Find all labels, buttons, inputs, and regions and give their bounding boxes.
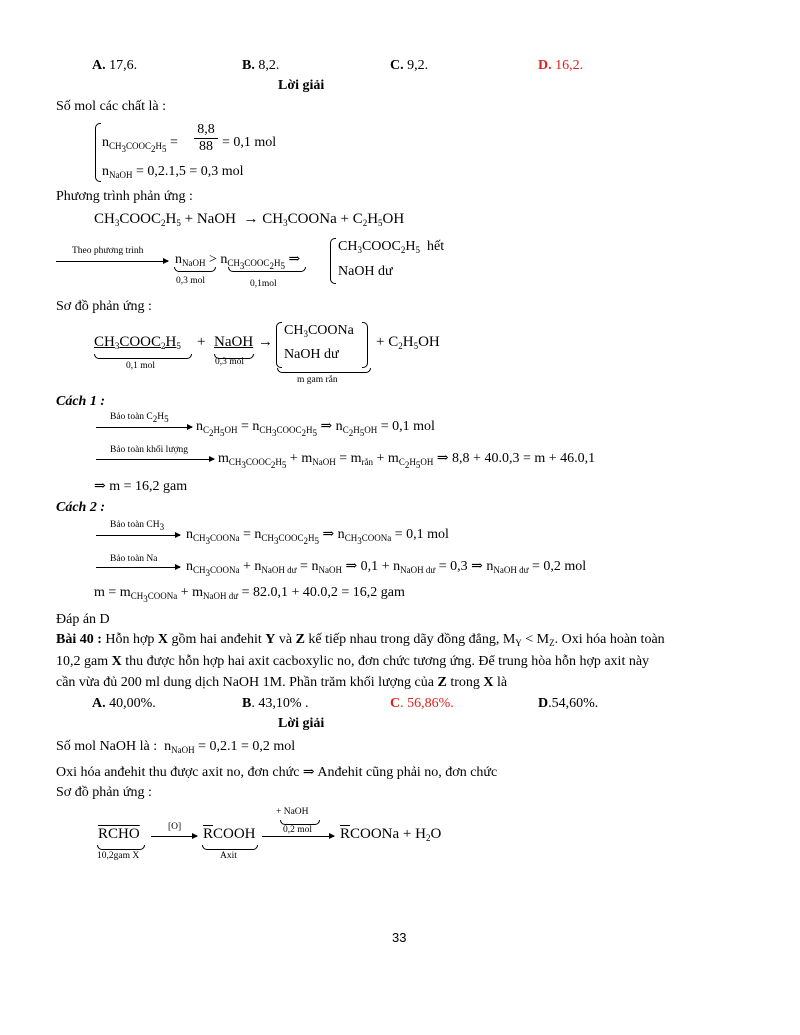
q2-option-b: B. 43,10% . (242, 696, 309, 711)
ub-rcooh (202, 845, 258, 850)
cmp-ester-sub: 0,1mol (250, 279, 277, 289)
option-a: A. 17,6. (92, 58, 138, 73)
oxi-line: Oxi hóa anđehit thu được axit no, đơn chức ⇒ Anđehit cũng phải no, đơn chức (56, 765, 498, 780)
ub-sodo-prod (277, 368, 371, 373)
c1-result: ⇒ m = 16,2 gam (94, 479, 188, 494)
sodo-brace-r (362, 322, 368, 368)
reaction-eq: $CH_3COOC_2H_5$ + NaOH → $CH_3COONa + C_2H_5OH$ (94, 211, 405, 228)
sodo-naoh-sub: 0,3 mol (215, 357, 245, 367)
cmp-expr: $n_{NaOH} > n_{CH_3COOC_2H_5}$ ⇒ (175, 252, 301, 271)
option-d: D. 16,2. (538, 58, 584, 73)
sodo2-heading: Sơ đồ phản ứng : (56, 785, 152, 800)
answer-line: Đáp án D (56, 612, 110, 627)
sodo-c2h5oh: + $C_2H_5OH$ (376, 334, 440, 351)
s2-rcho-sub: 10,2gam X (97, 851, 140, 861)
s2-naoh-top: + NaOH (276, 807, 309, 817)
option-b: B. 8,2. (242, 58, 280, 73)
cmp-naoh-sub: 0,3 mol (176, 276, 206, 286)
c2-line1: $n_{CH_3COONa} = n_{CH_3COOC_2H_5}$ ⇒ $n_{CH_3COONa} = 0,1$ mol (186, 527, 449, 546)
arrow-bt-c2h5 (96, 427, 192, 428)
theo-label: Theo phương trình (72, 246, 144, 256)
sodo-prod1: $CH_3COONa$ (284, 323, 354, 339)
sodo-ester-sub: 0,1 mol (126, 361, 156, 371)
ub-naoh (174, 267, 216, 272)
c2-line2: $n_{CH_3COONa} + n_{NaOH dư} = n_{NaOH}$ ⇒ $0,1 + n_{NaOH dư} = 0,3$ ⇒ $n_{NaOH dư} = 0,2$ mol (186, 559, 587, 578)
bt-c2h5-label: Bảo toàn $C_2H_5$ (110, 412, 169, 424)
q2-option-d: D.54,60%. (538, 696, 599, 711)
arrow-naoh (262, 836, 334, 837)
sodo-prod-sub: m gam rắn (297, 375, 338, 385)
q2-option-a: A. 40,00%. (92, 696, 156, 711)
frac-den: 88 (199, 139, 213, 154)
sodo-brace-l (276, 322, 282, 368)
ester-result: = 0,1 mol (222, 135, 277, 150)
cach2-heading: Cách 2 : (56, 500, 105, 515)
result-1: $CH_3COOC_2H_5$ hết (338, 239, 445, 255)
c1-line2: $m_{CH_3COOC_2H_5} + m_{NaOH} = m_{rắn} + m_{C_2H_5OH}$ ⇒ 8,8 + 40.0,3 = m + 46.0,1 (218, 451, 596, 470)
pt-heading: Phương trình phản ứng : (56, 189, 193, 204)
result-2: NaOH dư (338, 264, 393, 279)
s2-naoh-mol: 0,2 mol (283, 825, 313, 835)
result-brace (330, 238, 336, 284)
s2-rcooh: $\overline{R}COOH$ (203, 826, 256, 842)
bai40-line3: cần vừa đủ 200 ml dung dịch NaOH 1M. Phần trăm khối lượng của Z trong X là (56, 675, 508, 690)
bai40-line1: Bài 40 : Hỗn hợp X gồm hai anđehit Y và Z kế tiếp nhau trong dãy đồng đẳng, $M_Y < M_Z$. Oxi hóa hoàn toàn (56, 632, 665, 648)
page-number: 33 (392, 930, 407, 945)
sodo-plus: + (197, 334, 206, 350)
option-c: C. 9,2. (390, 58, 429, 73)
s2-axit: Axit (220, 851, 237, 861)
q2-option-c: C. 56,86%. (390, 696, 454, 711)
cach1-heading: Cách 1 : (56, 394, 105, 409)
ub-sodo-ester (94, 354, 192, 359)
ester-fraction (194, 122, 218, 155)
frac-num: 8,8 (197, 122, 215, 137)
arrow-bt-ch3 (96, 535, 180, 536)
c1-line1: $n_{C_2H_5OH} = n_{CH_3COOC_2H_5}$ ⇒ $n_{C_2H_5OH} = 0,1$ mol (196, 419, 435, 438)
ub-rcho (97, 845, 145, 850)
n-naoh: $n_{NaOH} = 0,2.1,5 = 0,3$ mol (102, 164, 244, 180)
sodo-arrow: → (258, 334, 273, 350)
arrow-bt-kl (96, 459, 214, 460)
bt-na-label: Bảo toàn Na (110, 554, 158, 564)
n-ester: $n_{CH_3COOC_2H_5}$ = (102, 135, 178, 154)
s2-rcho: RCHO (98, 826, 140, 842)
sodo-prod2: NaOH dư (284, 347, 339, 362)
s2-product: $\overline{R}COONa + H_2O$ (340, 826, 442, 843)
sodo-naoh: NaOH (214, 334, 254, 350)
system-brace (95, 123, 101, 182)
solution-heading-2: Lời giải (278, 716, 325, 731)
bt-ch3-label: Bảo toàn $CH_3$ (110, 520, 165, 532)
arrow-bt-na (96, 567, 180, 568)
sodo-ester: $CH_3COOC_2H_5$ (94, 334, 181, 351)
s2-o-label: [O] (168, 822, 182, 832)
c2-line3: $m = m_{CH_3COONa} + m_{NaOH dư} = 82.0,1 + 40.0,2 = 16,2$ gam (94, 585, 405, 604)
ub-ester (228, 267, 306, 272)
mol-intro: Số mol các chất là : (56, 99, 167, 114)
sodo-heading: Sơ đồ phản ứng : (56, 299, 152, 314)
bai40-line2: 10,2 gam X thu được hỗn hợp hai axit cacboxylic no, đơn chức tương ứng. Để trung hòa hỗn hợp axit này (56, 654, 650, 669)
solution-heading: Lời giải (278, 78, 325, 93)
bt-kl-label: Bảo toàn khối lượng (110, 445, 188, 455)
naoh-mol-line: Số mol NaOH là : $n_{NaOH} = 0,2.1 = 0,2$ mol (56, 739, 296, 755)
arrow-o (151, 836, 197, 837)
arrow-theo (56, 261, 168, 262)
